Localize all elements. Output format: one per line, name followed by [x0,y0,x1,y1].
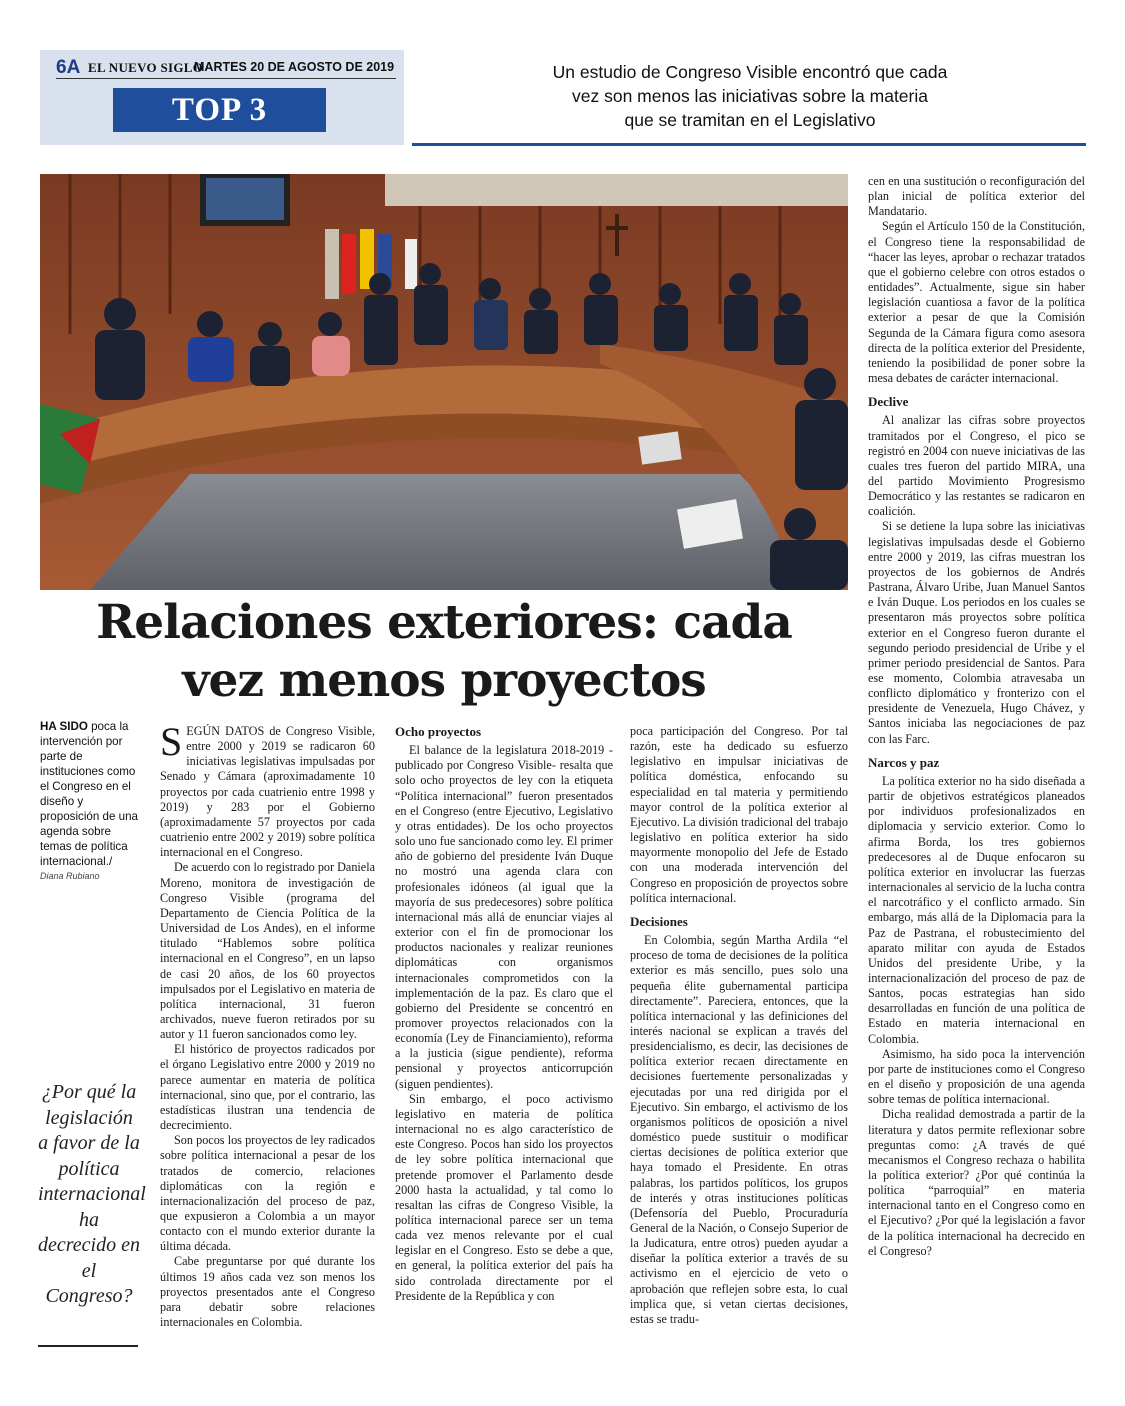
headline [40,594,848,710]
lead-paragraph [160,719,375,860]
body-paragraph: El balance de la legislatura 2018-2019 -publicado por Congreso Visible- resalta que solo ocho proyectos de ley con la etiqueta “Política internacional” fueron presentados en el Congreso (entre Ejecutivo, Legislativo y otras entidades). De los ocho proyectos solo uno fue sancionado como ley. El primer año de gobierno del presidente Iván Duque no mostró una agenda clara con profesionales idóneos (al igual que la mayoría de sus predecesores) sobre política internacional más allá de enunciar viajes al exterior con el fin de promocionar los productos nacionales y realizar reuniones diplomáticas con organismos internacionales comprometidos con la implementación de la paz. Es claro que el gobierno del Presidente se concentró en promover proyectos relacionados con la economía (Ley de Financiamiento), reforma a la justicia (sigue pendiente), reforma pensional y proyectos anticorrupción (siguen pendientes). [395,743,613,1091]
kicker-line: Un estudio de Congreso Visible encontró que cada [552,62,948,82]
body-paragraph: Son pocos los proyectos de ley radicados sobre política internacional a pesar de los tratados de comercio, relaciones diplomáticas con la región e internacionalización del proceso de paz, que expusieron a Colombia a un mayor contacto con el mundo exterior durante la última década. [160,1133,375,1254]
kicker-line: vez son menos las iniciativas sobre la materia [572,86,928,106]
subhead: Declive [868,394,909,410]
body-paragraph: Cabe preguntarse por qué durante los últimos 19 años cada vez son menos los proyectos presentados ante el Congreso para debatir sobre relaciones internacionales en Colombia. [160,1254,375,1330]
body-paragraph: cen en una sustitución o reconfiguración del plan inicial de política exterior del Mandatario. [868,174,1085,219]
article-column-1 [160,719,376,1330]
body-paragraph: Sin embargo, el poco activismo legislativo en materia de política internacional no es algo característico de este Congreso. Pocos han sido los proyectos de ley sobre política internacional que pretende promover el Parlamento desde 2000 hasta la actualidad, y tal como lo resaltan las cifras de Congreso Visible, la política internacional parece ser un tema cada vez menos relevante por el cual legislar en el Congreso. Esto se debe a que, en general, la política exterior del país ha sido controlada directamente por el Presidente de la República y con [395,1091,613,1303]
headline-line: vez menos proyectos [182,653,706,708]
article-column-4 [868,174,1085,1259]
issue-date: MARTES 20 DE AGOSTO DE 2019 [194,60,395,74]
photo-caption [40,719,140,869]
photo-credit: Diana Rubiano [40,871,100,881]
kicker [500,60,1000,132]
body-paragraph: El histórico de proyectos radicados por el órgano Legislativo entre 2000 y 2019 no parece aumentar en materia de política internacional, sino que, por el contrario, las estadísticas ilustran una tendencia de decrecimiento. [160,1042,375,1133]
body-paragraph: poca participación del Congreso. Por tal razón, este ha dedicado su esfuerzo legislativo en impulsar iniciativas de política doméstica, enfocando su especialidad en tal materia y permitiendo mayor control de la política exterior al Ejecutivo. La división tradicional del trabajo legislativo en política exterior ha sido mayormente monopolio del Jefe de Estado con una moderada intervención del Congreso en proposición de proyectos sobre política internacional. [630,724,848,905]
lead-text: EGÚN DATOS de Congreso Visible, entre 2000 y 2019 se radicaron 60 iniciativas legislativas impulsadas por Senado y Cámara (aproximadamente 10 proyectos por cada cuatrienio entre 1998 y 2019) y 283 por el Gobierno (aproximadamente 57 proyectos por cada cuatrienio entre 2002 y 2019) sobre política internacional en el Congreso. [160,724,375,860]
subhead: Decisiones [630,913,688,929]
headline-line: Relaciones exteriores: cada [96,595,792,650]
page-number: 6A [56,57,81,78]
caption-text: poca la intervención por parte de instituciones como el Congreso en el diseño y proposición de una agenda sobre temas de política internacional./ [40,720,138,868]
header-divider [56,78,396,79]
body-paragraph: Si se detiene la lupa sobre las iniciativas legislativas impulsadas desde el Gobierno entre 2000 y 2019, las cifras muestran los proyectos de los gobiernos de Andrés Pastrana, Álvaro Uribe, Juan Manuel Santos e Iván Duque. Los periodos en los cuales se presentaron más proyectos sobre política exterior en el Congreso fueron durante el segundo periodo presidencial de Uribe y el primer periodo presidencial de Santos. Para ese momento, Colombia atravesaba un conflicto diplomático y fronterizo con el presidente de Venezuela, Hugo Chávez, y Santos iniciaba las negociaciones de paz con las Farc. [868,519,1085,746]
subhead: Narcos y paz [868,754,940,770]
body-paragraph: Asimismo, ha sido poca la intervención por parte de instituciones como el Congreso en el diseño y proposición de una agenda sobre temas de política internacional. [868,1046,1085,1107]
congress-session-photo [40,174,848,590]
body-paragraph: La política exterior no ha sido diseñada a partir de objetivos estratégicos planeados por individuos profesionalizados en diplomacia y servicio exterior. Como lo afirma Borda, los tres gobiernos predecesores al de Duque enfocaron su política exterior en involucrar las fuerzas internacionales al servicio de la lucha contra el narcotráfico y el conflicto armado. Sin embargo, más allá de la Diplomacia para la Paz de Pastrana, el robustecimiento del aparato militar con ayuda de Estados Unidos del presidente Uribe, y la internacionalización del proceso de paz de Santos, pocas estrategias han sido desarrolladas en función de una política de Estado en materia internacional en Colombia. [868,773,1085,1046]
pull-quote: ¿Por qué la legislación a favor de la política internacional ha decrecido en el Congreso? [38,1081,146,1307]
dropcap: S [160,719,183,764]
article-column-3 [630,724,848,1327]
body-paragraph: Según el Artículo 150 de la Constitución, el Congreso tiene la responsabilidad de “hacer las leyes, aprobar o rechazar tratados que el gobierno celebre con otros estados o entidades”. Actualmente, sigue sin haber legislación cuantiosa a favor de la política exterior a pesar de que la Comisión Segunda de la Cámara figura como asesora directa de la política exterior del Presidente, teniendo la posibilidad de poner sobre la mesa debates de carácter internacional. [868,219,1085,386]
kicker-line: que se tramitan en el Legislativo [624,110,876,130]
kicker-divider [412,143,1086,146]
caption-lead: HA SIDO [40,720,88,733]
body-paragraph: Dicha realidad demostrada a partir de la literatura y datos permite reflexionar sobre preguntas como: ¿A través de qué mecanismos el Congreso rechaza o habilita la política exterior? ¿Por qué continúa la política “parroquial” en materia internacional tanto en el Congreso como en el Ejecutivo? ¿Por qué la legislación a favor de la política internacional ha decrecido en el Congreso? [868,1107,1085,1258]
body-paragraph: En Colombia, según Martha Ardila “el proceso de toma de decisiones de la política exterior es más sencillo, pues solo una pequeña élite gubernamental participa directamente”. Pareciera, entonces, que la política internacional y las definiciones del interés nacional se explican a través del presidencialismo, es decir, las decisiones de política exterior recaen directamente en decisiones fuertemente personalizadas y ejecutadas por una red dirigida por el Ejecutivo. Sin embargo, el activismo de los organismos políticos de oposición a nivel doméstico puede sustituir o modificar ciertas decisiones de política exterior que haya tomado el Presidente. En otras palabras, los partidos políticos, los grupos de interés y otras instituciones políticas (Defensoría del Pueblo, Procuraduría General de la Nación, o Consejo Superior de la Judicatura, entre otros) pueden ayudar a diseñar la política exterior a través de su activismo en el ejercicio de veto o aprobación que reflejen sobre esta, lo cual implica que, si vetan ciertas decisiones, estas se tradu- [630,933,848,1326]
body-paragraph: De acuerdo con lo registrado por Daniela Moreno, monitora de investigación de Congreso Visible (programa del Departamento de Ciencia Política de la Universidad de Los Andes), en el informe titulado “Hablemos sobre política internacional en el Congreso”, en un lapso de casi 20 años, de los 60 proyectos impulsados por el Legislativo en materia de política internacional, 31 fueron archivados, nueve fueron retirados por su autor y 11 fueron sancionados como ley. [160,860,376,1042]
article-column-2 [395,724,613,1304]
subhead: Ocho proyectos [395,724,482,739]
newspaper-name: EL NUEVO SIGLO [88,60,204,75]
pull-quote-rule [38,1345,138,1347]
section-tag: TOP 3 [113,88,326,132]
body-paragraph: Al analizar las cifras sobre proyectos tramitados por el Congreso, el pico se registró en 2004 con nueve iniciativas de las cuales tres fueron del partido MIRA, una del partido Movimiento Progresismo Democrático y las restantes se radicaron en coalición. [868,413,1085,519]
